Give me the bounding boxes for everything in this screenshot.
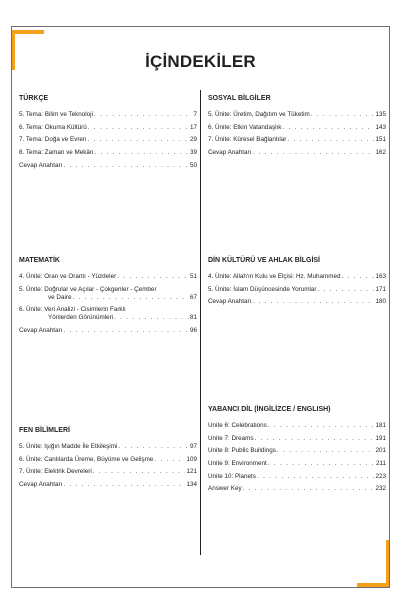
toc-entry[interactable]: [208, 124, 386, 132]
entry-text: Unite 6: Celebrations: [208, 422, 267, 429]
leader-dots: [87, 136, 189, 144]
entry-text: Unite 7: Dreams: [208, 434, 254, 442]
entry-page: 29: [189, 136, 197, 144]
entry-page: 162: [375, 149, 386, 157]
entry-text: 7. Ünite: Küresel Bağlantılar: [208, 136, 287, 144]
leader-dots: [268, 460, 375, 468]
leader-dots: [93, 468, 186, 476]
entry-page: 121: [186, 468, 197, 476]
toc-entry[interactable]: [19, 456, 197, 464]
entry-page: 39: [189, 149, 197, 157]
entry-page: 180: [375, 298, 386, 306]
entry-text-line1: 6. Ünite: Veri Analizi - Cisimlerin Farklı: [19, 306, 126, 314]
section-sosyal-bilgiler: [208, 94, 386, 162]
entry-text: 6. Ünite: Etkin Vatandaşlık: [208, 123, 282, 131]
section-title: DİN KÜLTÜRÜ VE AHLAK BİLGİSİ: [208, 257, 320, 264]
toc-entry[interactable]: [208, 435, 386, 443]
toc-entry[interactable]: [19, 149, 197, 157]
entry-page: 135: [375, 111, 386, 118]
toc-entry[interactable]: [208, 485, 386, 493]
toc-entry[interactable]: [208, 422, 386, 430]
entry-text: Unite 10: Planets: [208, 472, 256, 480]
leader-dots: [94, 149, 189, 157]
entry-text: 4. Ünite: Allah'ın Kulu ve Elçisi: Hz. Muhammed: [208, 273, 341, 280]
entry-text: 6. Tema: Okuma Kültürü: [19, 123, 87, 131]
section-title: SOSYAL BİLGİLER: [208, 95, 271, 102]
entry-text: 7. Tema: Doğa ve Evren: [19, 136, 87, 144]
toc-entry[interactable]: [19, 273, 197, 281]
leader-dots: [63, 162, 189, 170]
leader-dots: [117, 273, 189, 281]
toc-entry[interactable]: [19, 124, 197, 132]
entry-page: 163: [375, 273, 386, 280]
toc-entry[interactable]: [208, 460, 386, 468]
section-title: FEN BİLİMLERİ: [19, 427, 70, 434]
toc-entry[interactable]: [19, 481, 197, 489]
entry-page: 67: [189, 293, 197, 301]
entry-text-line2: Yönlerden Görünümleri: [48, 314, 114, 322]
entry-page: 211: [375, 460, 386, 468]
entry-text: 5. Ünite: İslam Düşüncesinde Yorumlar: [208, 285, 317, 293]
toc-entry[interactable]: [19, 327, 197, 335]
entry-page: 223: [375, 472, 386, 480]
leader-dots: [277, 447, 375, 455]
section-matematik: [19, 256, 197, 340]
entry-text-line1: 5. Ünite: Doğrular ve Açılar - Çokgenler - Çember: [19, 285, 157, 293]
leader-dots: [154, 456, 185, 464]
entry-page: 50: [189, 161, 197, 169]
leader-dots: [318, 286, 375, 294]
leader-dots: [88, 124, 189, 132]
entry-text: Answer Key: [208, 485, 242, 493]
toc-entry[interactable]: [208, 473, 386, 481]
toc-entry[interactable]: [208, 149, 386, 157]
entry-text-line2: ve Daire: [48, 293, 72, 301]
entry-page: 201: [375, 447, 386, 455]
toc-entry[interactable]: [208, 136, 386, 144]
toc-entry[interactable]: [208, 447, 386, 455]
toc-entry[interactable]: [19, 468, 197, 476]
entry-text: Cevap Anahtarı: [19, 161, 63, 169]
page-title: İÇİNDEKİLER: [145, 52, 256, 71]
section-turkce: [19, 94, 197, 174]
leader-dots: [257, 473, 375, 481]
leader-dots: [287, 136, 374, 144]
entry-text: Cevap Anahtarı: [208, 298, 252, 306]
entry-page: 191: [375, 434, 386, 442]
entry-page: 109: [186, 455, 197, 463]
entry-text: Cevap Anahtarı: [19, 327, 63, 335]
entry-text: Cevap Anahtarı: [19, 481, 63, 489]
leader-dots: [255, 435, 375, 443]
entry-page: 134: [186, 481, 197, 489]
entry-text: 5. Tema: Bilim ve Teknoloji: [19, 111, 93, 118]
entry-page: 17: [189, 123, 197, 131]
leader-dots: [282, 124, 374, 132]
section-title: YABANCI DİL (İNGİLİZCE / ENGLISH): [208, 406, 331, 413]
leader-dots: [94, 111, 193, 119]
leader-dots: [63, 327, 189, 335]
toc-entry[interactable]: [208, 286, 386, 294]
toc-entry[interactable]: [19, 136, 197, 144]
entry-page: 151: [375, 136, 386, 144]
entry-text: Unite 9: Environment: [208, 460, 267, 468]
leader-dots: [114, 314, 189, 322]
toc-entry[interactable]: [19, 162, 197, 170]
entry-page: 96: [189, 327, 197, 335]
section-title: TÜRKÇE: [19, 95, 49, 102]
toc-entry[interactable]: [208, 111, 386, 119]
section-din-kulturu: [208, 256, 386, 311]
toc-entry[interactable]: [19, 111, 197, 119]
entry-page: 51: [189, 273, 197, 280]
leader-dots: [268, 422, 375, 430]
toc-entry[interactable]: [19, 306, 197, 322]
leader-dots: [252, 149, 374, 157]
entry-page: 143: [375, 123, 386, 131]
entry-text: 6. Ünite: Canlılarda Üreme, Büyüme ve Gelişme: [19, 455, 154, 463]
leader-dots: [243, 485, 375, 493]
entry-text: Unite 8: Public Buildings: [208, 447, 276, 455]
section-fen-bilimleri: [19, 426, 197, 494]
leader-dots: [311, 111, 375, 119]
entry-text: 4. Ünite: Oran ve Orantı - Yüzdeler: [19, 273, 117, 280]
entry-text: 8. Tema: Zaman ve Mekân: [19, 149, 94, 157]
entry-page: 97: [189, 443, 197, 450]
toc-entry[interactable]: [19, 443, 197, 451]
entry-text: Cevap Anahtarı: [208, 149, 252, 157]
entry-page: 7: [193, 111, 197, 118]
entry-page: 171: [375, 285, 386, 293]
section-yabanci-dil: [208, 405, 386, 498]
entry-page: 81: [189, 314, 197, 322]
leader-dots: [72, 294, 189, 302]
entry-text: 5. Ünite: Işığın Madde İle Etkileşimi: [19, 443, 118, 450]
toc-entry[interactable]: [208, 298, 386, 306]
entry-text: 7. Ünite: Elektrik Devreleri: [19, 468, 92, 476]
leader-dots: [118, 443, 189, 451]
leader-dots: [252, 298, 374, 306]
leader-dots: [341, 273, 374, 281]
entry-page: 232: [375, 485, 386, 493]
entry-page: 181: [375, 422, 386, 429]
section-title: MATEMATİK: [19, 257, 60, 264]
toc-entry[interactable]: [208, 273, 386, 281]
entry-text: 5. Ünite: Üretim, Dağıtım ve Tüketim: [208, 111, 310, 118]
toc-entry[interactable]: [19, 286, 197, 302]
column-divider: [200, 90, 201, 555]
leader-dots: [63, 481, 185, 489]
